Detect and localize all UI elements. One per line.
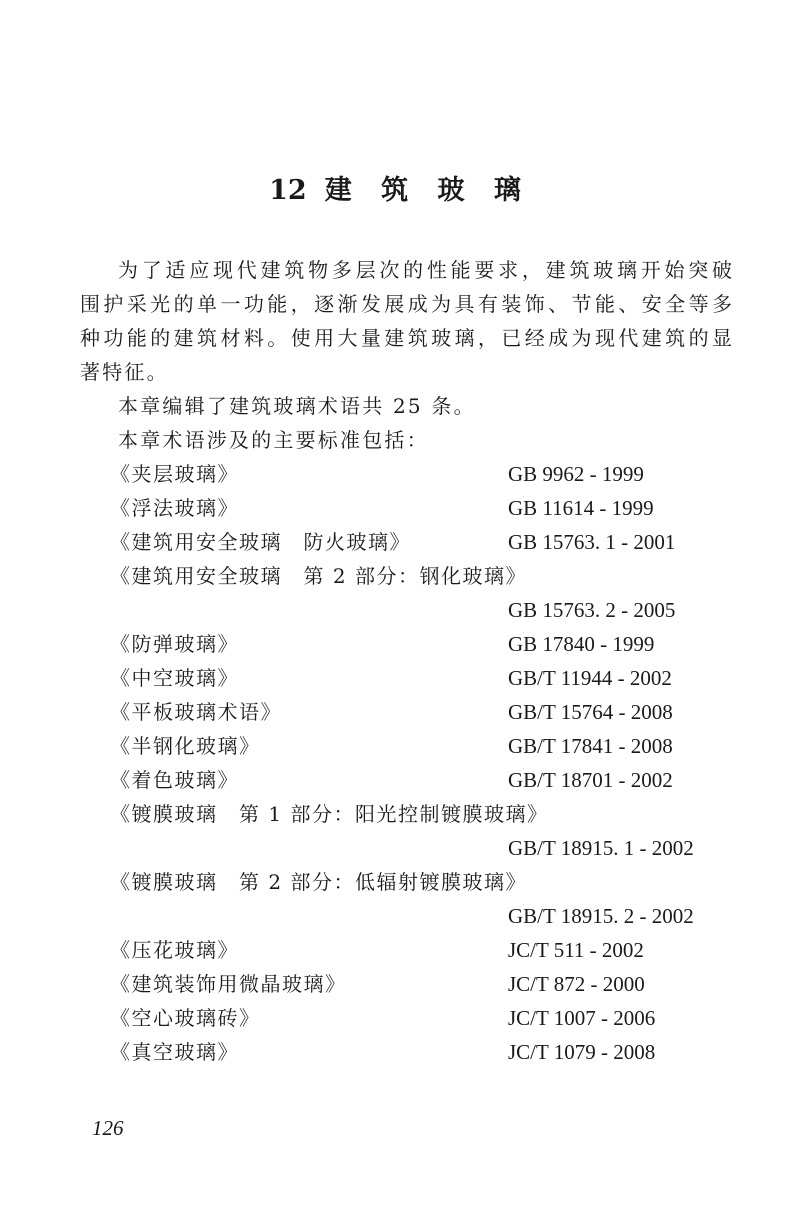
standard-code-line [80,831,732,865]
standard-title: 《镀膜玻璃 第 2 部分：低辐射镀膜玻璃》 [110,870,527,894]
standard-title: 《夹层玻璃》 [110,462,239,486]
standard-item [80,525,732,559]
standard-title: 《建筑装饰用微晶玻璃》 [110,972,347,996]
standard-item [80,797,732,831]
intro-line: 围护采光的单一功能，逐渐发展成为具有装饰、节能、安全等多 [80,292,732,316]
standard-code: GB/T 18915. 1 - 2002 [508,836,694,860]
standard-item [80,695,732,729]
standard-code: JC/T 1079 - 2008 [508,1040,656,1064]
standards-intro: 本章术语涉及的主要标准包括： [118,428,429,452]
standard-code: GB/T 11944 - 2002 [508,666,672,690]
standard-item [80,1001,732,1035]
intro-line: 著特征。 [80,360,169,384]
intro-line: 种功能的建筑材料。使用大量建筑玻璃，已经成为现代建筑的显 [80,326,732,350]
standard-item [80,729,732,763]
standard-code: GB 9962 - 1999 [508,462,644,486]
standard-title: 《建筑用安全玻璃 第 2 部分：钢化玻璃》 [110,564,527,588]
standard-title: 《真空玻璃》 [110,1040,239,1064]
chapter-number: 12 [269,175,307,206]
intro-line: 为了适应现代建筑物多层次的性能要求，建筑玻璃开始突破 [118,258,732,282]
standard-title: 《着色玻璃》 [110,768,239,792]
standard-title: 《压花玻璃》 [110,938,239,962]
page-number: 126 [92,1116,124,1140]
standard-code: GB/T 18915. 2 - 2002 [508,904,694,928]
standard-code: JC/T 511 - 2002 [508,938,644,962]
page-body [80,253,732,1069]
standard-item [80,661,732,695]
standard-item [80,865,732,899]
standard-code: GB/T 17841 - 2008 [508,734,673,758]
standard-code: JC/T 1007 - 2006 [508,1006,656,1030]
standard-title: 《半钢化玻璃》 [110,734,261,758]
standard-item [80,457,732,491]
standard-title: 《镀膜玻璃 第 1 部分：阳光控制镀膜玻璃》 [110,802,549,826]
standard-title: 《空心玻璃砖》 [110,1006,261,1030]
standard-title: 《平板玻璃术语》 [110,700,282,724]
chapter-title [0,168,800,207]
standard-title: 《防弹玻璃》 [110,632,239,656]
chapter-heading: 建 筑 玻 璃 [324,175,531,206]
standard-item [80,933,732,967]
standard-item [80,1035,732,1069]
standard-title: 《浮法玻璃》 [110,496,239,520]
standard-code-line [80,899,732,933]
standard-title: 《中空玻璃》 [110,666,239,690]
standard-item [80,559,732,593]
standard-item [80,967,732,1001]
standard-item [80,763,732,797]
standard-code: GB 11614 - 1999 [508,496,654,520]
summary-text: 本章编辑了建筑玻璃术语共 25 条。 [118,394,476,418]
standard-code: GB 15763. 2 - 2005 [508,598,676,622]
standard-code-line [80,593,732,627]
standard-code: GB/T 18701 - 2002 [508,768,673,792]
standard-item [80,491,732,525]
standard-code: GB/T 15764 - 2008 [508,700,673,724]
standard-code: GB 15763. 1 - 2001 [508,530,676,554]
standard-code: JC/T 872 - 2000 [508,972,645,996]
standards-list [80,457,732,1069]
standard-code: GB 17840 - 1999 [508,632,655,656]
standard-title: 《建筑用安全玻璃 防火玻璃》 [110,530,411,554]
standard-item [80,627,732,661]
